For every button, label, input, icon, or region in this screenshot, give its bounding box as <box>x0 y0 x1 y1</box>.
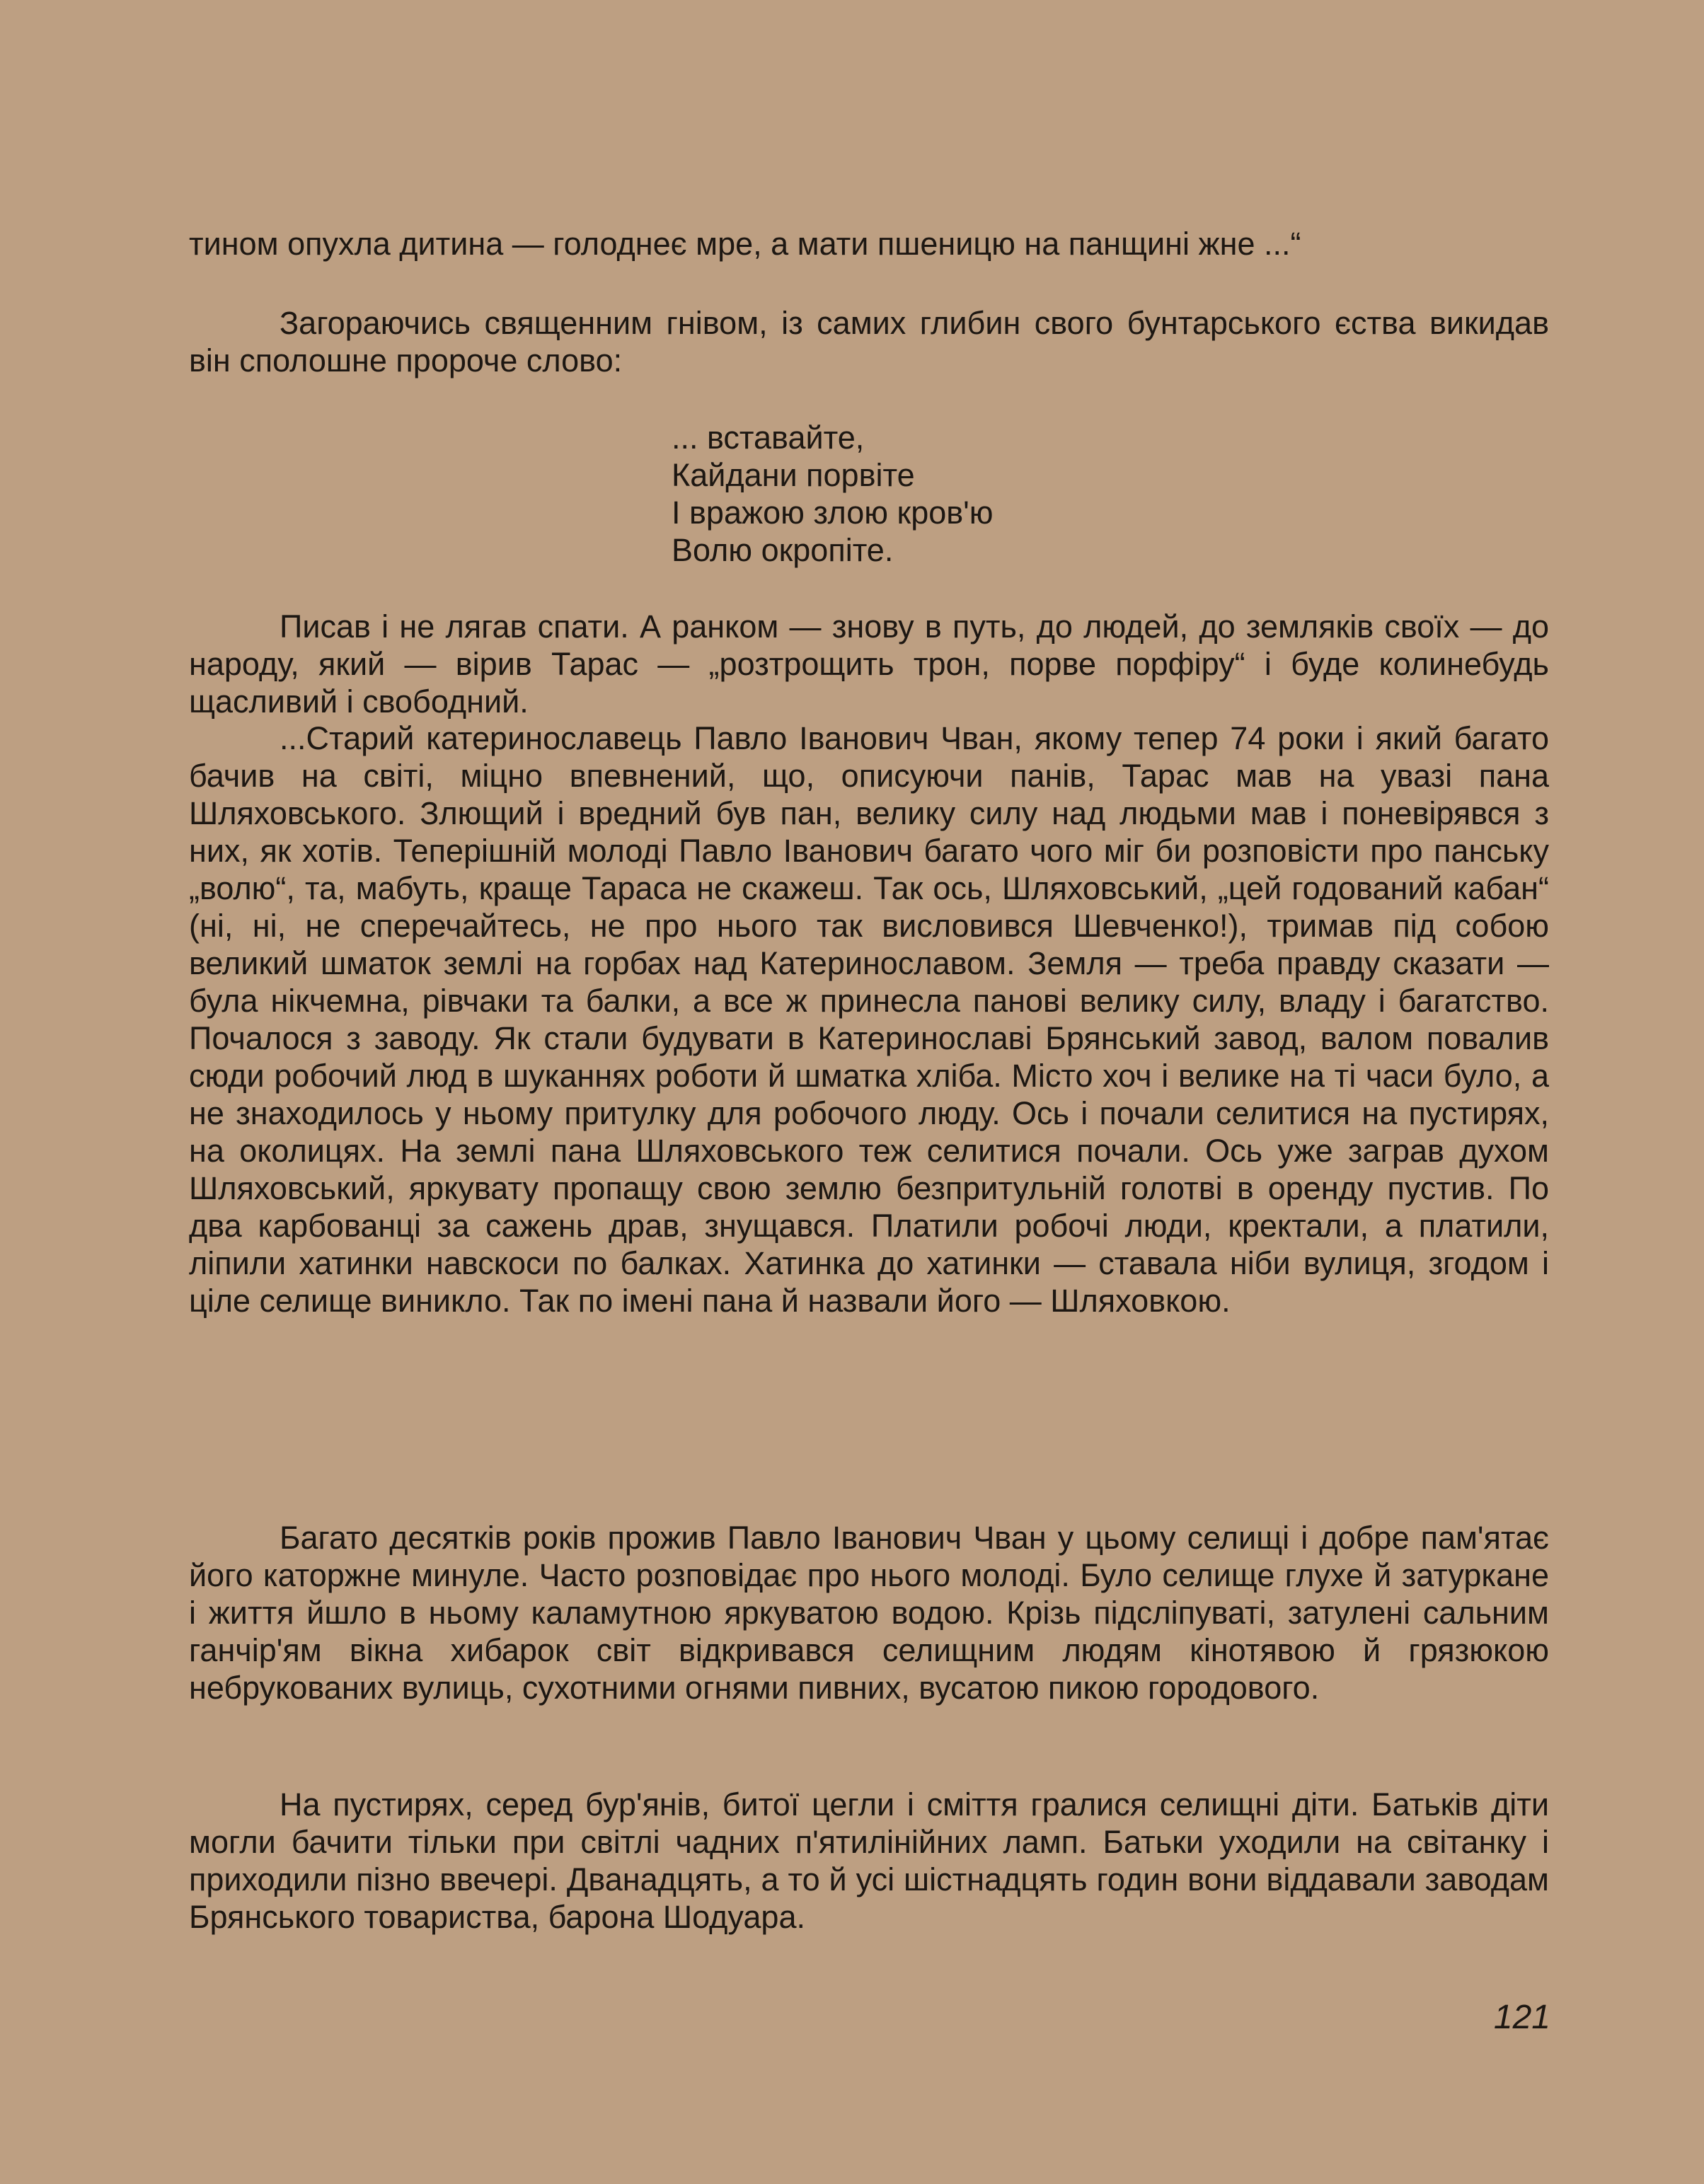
paragraph-4: ...Старий катеринославець Павло Іванович Чван, якому тепер 74 роки і який багато бачив на світі, міцно впевнений, що, описуючи панів, Тарас мав на увазі пана Шляховського. Злющий і вредний був пан, велику силу над людьми мав і поневірявся з них, як хотів. Теперішній молоді Павло Іванович багато чого міг би розповісти про панську „волю“, та, мабуть, краще Тараса не скажеш. Так ось, Шляховський, „цей годований кабан“ (ні, ні, не сперечайтесь, не про нього так висловився Шевченко!), тримав під собою великий шматок землі на горбах над Катеринославом. Земля — треба правду сказати — була нікчемна, рівчаки та балки, а все ж принесла панові велику силу, владу і багатство. Почалося з заводу. Як стали будувати в Катеринославі Брянський завод, валом повалив сюди робочий люд в шуканнях роботи й шматка хліба. Місто хоч і велике на ті часи було, а не знаходилось у ньому притулку для робочого люду. Ось і почали селитися на пустирях, на околицях. На землі пана Шляховського теж селитися почали. Ось уже заграв духом Шляховський, яркувату пропащу свою землю безпритульній голотві в оренду пустив. По два карбованці за сажень драв, знущався. Платили робочі люди, кректали, а платили, ліпили хатинки навскоси по балках. Хатинка до хатинки — ставала ніби вулиця, згодом і ціле селище виникло. Так по імені пана й назвали його — Шляховкою. <box>189 720 1549 1319</box>
verse-line: Кайдани порвіте <box>672 457 915 493</box>
paragraph-2: Загораючись священним гнівом, із самих глибин свого бунтарського єства викидав він сполошне пророче слово: <box>189 305 1549 379</box>
paragraph-3: Писав і не лягав спати. А ранком — знову в путь, до людей, до земляків своїх — до народу, який — вірив Тарас — „розтрощить трон, порве порфіру“ і буде колинебудь щасливий і свободний. <box>189 608 1549 720</box>
verse-quote <box>672 419 1238 569</box>
verse-line: І вражою злою кров'ю <box>672 495 994 531</box>
paragraph-5: Багато десятків років прожив Павло Іванович Чван у цьому селищі і добре пам'ятає його каторжне минуле. Часто розповідає про нього молоді. Було селище глухе й затуркане і життя йшло в ньому каламутною яркуватою водою. Крізь підсліпуваті, затулені сальним ганчір'ям вікна хибарок світ відкривався селищним людям кінотявою й грязюкою небрукованих вулиць, сухотними огнями пивних, вусатою пикою городового. <box>189 1520 1549 1706</box>
paragraph-continued: тином опухла дитина — голоднеє мре, а мати пшеницю на панщині жне ...“ <box>189 226 1301 262</box>
paragraph-6: На пустирях, серед бур'янів, битої цегли і сміття гралися селищні діти. Батьків діти могли бачити тільки при світлі чадних п'ятилінійних ламп. Батьки уходили на світанку і приходили пізно ввечері. Дванадцять, а то й усі шістнадцять годин вони віддавали заводам Брянського товариства, барона Шодуара. <box>189 1786 1549 1935</box>
verse-line: ... вставайте, <box>672 420 865 456</box>
verse-line: Волю окропіте. <box>672 532 894 568</box>
page-number: 121 <box>1493 1999 1550 2036</box>
